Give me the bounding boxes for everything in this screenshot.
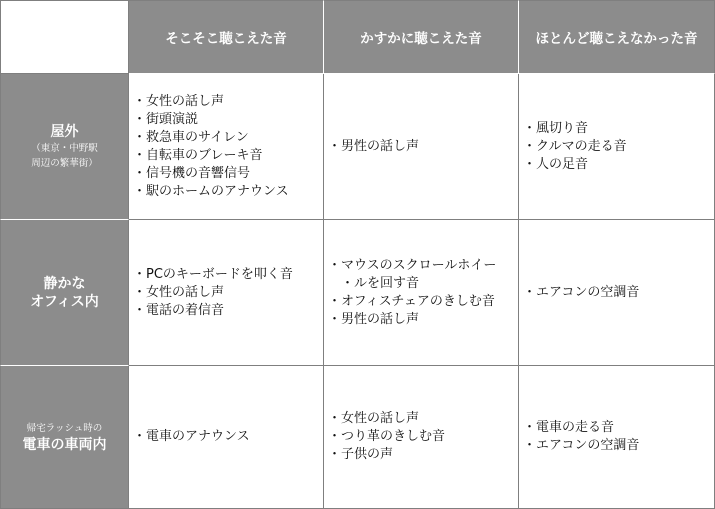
row-header-subtitle-line2: 周辺の繁華街）: [31, 157, 98, 169]
cell-train-barely: [519, 366, 715, 509]
list-item: ・ マウスのスクロールホイー: [328, 257, 496, 275]
list-item: ・ 電車のアナウンス: [133, 428, 250, 446]
cell-train-faint: [324, 366, 519, 509]
list-item: ・ 信号機の音響信号: [133, 165, 289, 183]
sound-list: [328, 410, 445, 464]
cell-office-barely: [519, 220, 715, 366]
list-item: ・ 男性の話し声: [328, 311, 496, 329]
table-corner-cell: [0, 0, 129, 74]
list-item: ・ 救急車のサイレン: [133, 129, 289, 147]
row-header-train-car: [0, 366, 129, 509]
sound-list: [133, 428, 250, 446]
row-header-outdoors: [0, 74, 129, 220]
list-item: ・ 自転車のブレーキ音: [133, 147, 289, 165]
list-item: ・ 人の足音: [523, 156, 627, 174]
list-item: ・ 男性の話し声: [328, 138, 419, 156]
sound-list: [328, 138, 419, 156]
list-item: ・ 子供の声: [328, 446, 445, 464]
row-header-title-line1: 静かな: [43, 275, 86, 292]
list-item: ・ 街頭演説: [133, 111, 289, 129]
list-item: ・ 電話の着信音: [133, 302, 293, 320]
list-item: ・ 女性の話し声: [133, 284, 293, 302]
list-item: ・ 風切り音: [523, 120, 627, 138]
cell-outdoors-faint: [324, 74, 519, 220]
list-item: ・ オフィスチェアのきしむ音: [328, 293, 496, 311]
list-item: ・ 女性の話し声: [328, 410, 445, 428]
row-header-title: 電車の車両内: [22, 436, 107, 453]
list-item: ・ エアコンの空調音: [523, 284, 639, 302]
list-item: ・ クルマの走る音: [523, 138, 627, 156]
sound-list: [133, 93, 289, 201]
sound-list: [523, 284, 639, 302]
cell-office-somewhat: [129, 220, 324, 366]
sound-list: [133, 266, 293, 320]
row-header-title-line2: オフィス内: [30, 293, 99, 310]
list-item: ・ 女性の話し声: [133, 93, 289, 111]
row-header-subtitle: 帰宅ラッシュ時の: [26, 422, 103, 434]
cell-outdoors-barely: [519, 74, 715, 220]
list-item-continuation: ・ ルを回す音: [328, 275, 496, 293]
sound-list: [328, 257, 496, 329]
column-header-somewhat-audible: そこそこ聴こえた音: [129, 0, 324, 74]
row-header-subtitle-line1: （東京・中野駅: [31, 142, 98, 154]
cell-outdoors-somewhat: [129, 74, 324, 220]
list-item: ・ 電車の走る音: [523, 419, 639, 437]
list-item: ・ 駅のホームのアナウンス: [133, 183, 289, 201]
row-header-title: 屋外: [50, 123, 79, 140]
sound-list: [523, 120, 627, 174]
column-header-faintly-audible: かすかに聴こえた音: [324, 0, 519, 74]
list-item: ・ PCのキーボードを叩く音: [133, 266, 293, 284]
cell-train-somewhat: [129, 366, 324, 509]
list-item: ・ エアコンの空調音: [523, 437, 639, 455]
row-header-quiet-office: [0, 220, 129, 366]
column-header-barely-audible: ほとんど聴こえなかった音: [519, 0, 715, 74]
sound-list: [523, 419, 639, 455]
cell-office-faint: [324, 220, 519, 366]
list-item: ・ つり革のきしむ音: [328, 428, 445, 446]
